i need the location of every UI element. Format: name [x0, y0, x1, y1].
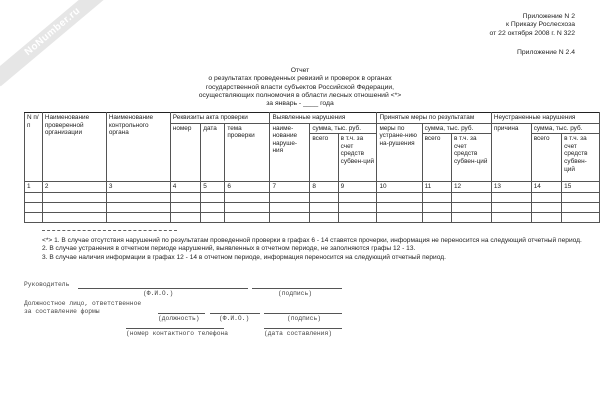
head-signature-line[interactable]: [252, 288, 342, 289]
header-unres-reason: причина: [491, 123, 531, 182]
header-unres-sum: сумма, тыс. руб.: [531, 123, 599, 134]
col-num: 9: [338, 182, 377, 193]
header-meas-sum: сумма, тыс. руб.: [422, 123, 491, 134]
table-cell[interactable]: [106, 192, 170, 202]
table-cell[interactable]: [170, 212, 200, 222]
table-cell[interactable]: [42, 212, 106, 222]
table-cell[interactable]: [531, 192, 561, 202]
header-meas-total: всего: [422, 134, 451, 182]
table-cell[interactable]: [225, 192, 270, 202]
appendix-sub: Приложение N 2.4: [517, 49, 575, 56]
col-num: 4: [170, 182, 200, 193]
report-table: [24, 112, 600, 223]
table-cell[interactable]: [310, 212, 338, 222]
header-meas-subv: в т.ч. за счет средств субвен-ций: [451, 134, 491, 182]
watermark: NoNumber.ru: [0, 0, 116, 86]
appendix-line-3: от 22 октября 2008 г. N 322: [489, 29, 575, 37]
header-control: Наименование контрольного органа: [106, 113, 170, 182]
table-cell[interactable]: [106, 212, 170, 222]
title-line-2: о результатах проведенных ревизий и проверок в органах: [208, 75, 392, 83]
table-row: [25, 202, 600, 212]
table-cell[interactable]: [270, 212, 310, 222]
col-num: 6: [225, 182, 270, 193]
table-cell[interactable]: [338, 192, 377, 202]
table-cell[interactable]: [25, 192, 43, 202]
date-caption: (дата составления): [264, 330, 333, 337]
table-cell[interactable]: [270, 192, 310, 202]
table-cell[interactable]: [562, 202, 600, 212]
title-line-1: Отчет: [290, 67, 310, 74]
appendix-line-1: Приложение N 2: [522, 13, 575, 20]
table-cell[interactable]: [377, 192, 422, 202]
title-line-3: государственной власти субъектов Российской Федерации,: [205, 83, 395, 91]
header-act-date: дата: [201, 123, 225, 182]
responsible-fio-caption: (Ф.И.О.): [219, 315, 250, 322]
footnotes: [24, 237, 584, 262]
table-cell[interactable]: [201, 202, 225, 212]
header-violations: Выявленные нарушения: [270, 113, 377, 124]
table-cell[interactable]: [451, 192, 491, 202]
col-num: 1: [25, 182, 43, 193]
head-fio-caption: (Ф.И.О.): [143, 290, 174, 297]
table-cell[interactable]: [106, 202, 170, 212]
date-line[interactable]: [264, 328, 342, 329]
table-cell[interactable]: [201, 192, 225, 202]
responsible-signature-caption: (подпись): [287, 315, 322, 322]
table-cell[interactable]: [170, 202, 200, 212]
table-cell[interactable]: [562, 192, 600, 202]
position-line[interactable]: [158, 313, 205, 314]
position-caption: (должность): [158, 315, 200, 322]
table-cell[interactable]: [531, 202, 561, 212]
table-cell[interactable]: [42, 192, 106, 202]
col-num: 11: [422, 182, 451, 193]
responsible-label-2: за составление формы: [24, 308, 100, 315]
table-cell[interactable]: [25, 212, 43, 222]
table-cell[interactable]: [451, 212, 491, 222]
header-act-topic: тема проверки: [225, 123, 270, 182]
head-signature-caption: (подпись): [278, 290, 313, 297]
table-cell[interactable]: [270, 202, 310, 212]
footnote-3: 3. В случае наличия информации в графах 12 - 14 в отчетном периоде, информация переносится на следующий отчетный период.: [42, 253, 446, 261]
table-cell[interactable]: [170, 192, 200, 202]
header-act: Реквизиты акта проверки: [170, 113, 270, 124]
col-num: 8: [310, 182, 338, 193]
report-title: [150, 67, 450, 108]
header-act-number: номер: [170, 123, 200, 182]
table-cell[interactable]: [225, 202, 270, 212]
responsible-fio-line[interactable]: [210, 313, 260, 314]
appendix-line-2: к Приказу Рослесхоза: [506, 21, 575, 29]
header-viol-sum: сумма, тыс. руб.: [310, 123, 377, 134]
header-viol-total: всего: [310, 134, 338, 182]
head-fio-line[interactable]: [78, 288, 248, 289]
column-number-row: [25, 182, 600, 193]
table-cell[interactable]: [377, 212, 422, 222]
header-viol-name: наиме-нование наруше-ния: [270, 123, 310, 182]
table-cell[interactable]: [491, 212, 531, 222]
col-num: 15: [562, 182, 600, 193]
table-cell[interactable]: [42, 202, 106, 212]
col-num: 7: [270, 182, 310, 193]
table-cell[interactable]: [338, 212, 377, 222]
col-num: 5: [201, 182, 225, 193]
phone-line[interactable]: [126, 328, 224, 329]
table-cell[interactable]: [422, 212, 451, 222]
header-org: Наименование проверенной организации: [42, 113, 106, 182]
col-num: 2: [42, 182, 106, 193]
header-meas-elim: меры по устране-нию на-рушения: [377, 123, 422, 182]
table-row: [25, 192, 600, 202]
header-measures: Принятые меры по результатам: [377, 113, 491, 124]
table-cell[interactable]: [491, 202, 531, 212]
header-unresolved: Неустраненные нарушения: [491, 113, 599, 124]
table-cell[interactable]: [491, 192, 531, 202]
table-cell[interactable]: [310, 192, 338, 202]
appendix-header: [490, 13, 575, 38]
table-cell[interactable]: [377, 202, 422, 212]
table-cell[interactable]: [451, 202, 491, 212]
responsible-label-1: Должностное лицо, ответственное: [24, 300, 142, 307]
col-num: 10: [377, 182, 422, 193]
table-cell[interactable]: [201, 212, 225, 222]
col-num: 13: [491, 182, 531, 193]
footnote-separator: [42, 230, 177, 231]
col-num: 3: [106, 182, 170, 193]
header-unres-subv: в т.ч. за счет средств субвен-ций: [562, 134, 600, 182]
title-line-5: за январь - ____ года: [266, 100, 334, 108]
table-cell[interactable]: [310, 202, 338, 212]
table-cell[interactable]: [25, 202, 43, 212]
responsible-signature-line[interactable]: [264, 313, 342, 314]
header-num: N п/п: [25, 113, 43, 182]
table-cell[interactable]: [422, 192, 451, 202]
head-label: Руководитель: [24, 281, 70, 288]
title-line-4: осуществляющих полномочия в области лесных отношений <*>: [198, 91, 402, 99]
header-unres-total: всего: [531, 134, 561, 182]
table-cell[interactable]: [338, 202, 377, 212]
col-num: 12: [451, 182, 491, 193]
footnote-2: 2. В случае устранения в отчетном периоде нарушений, выявленных в отчетном периоде, не заполняются графы 12 - 13.: [42, 245, 416, 253]
phone-caption: (номер контактного телефона: [126, 330, 229, 337]
col-num: 14: [531, 182, 561, 193]
table-cell[interactable]: [531, 212, 561, 222]
table-row: [25, 212, 600, 222]
table-cell[interactable]: [562, 212, 600, 222]
table-cell[interactable]: [225, 212, 270, 222]
header-viol-subv: в т.ч. за счет средств субвен-ций: [338, 134, 377, 182]
table-cell[interactable]: [422, 202, 451, 212]
footnote-1: <*> 1. В случае отсутствия нарушений по результатам проведенной проверки в графах 6 - 14 ставятся прочерки, информация не переносится на следующий отчетный период.: [42, 237, 582, 244]
